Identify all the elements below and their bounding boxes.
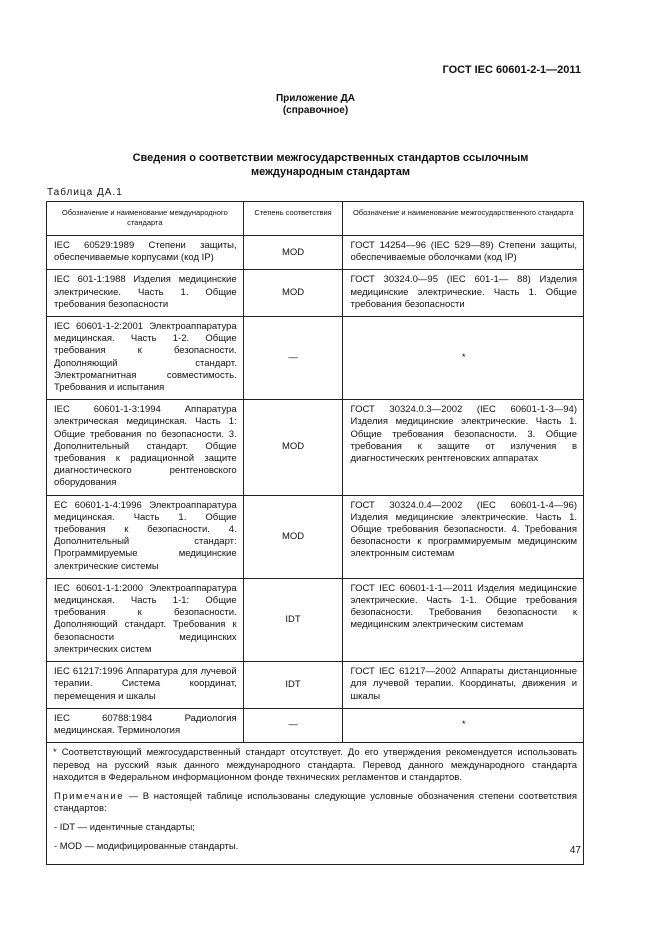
cell-degree: IDT <box>243 578 343 661</box>
cell-interstate: ГОСТ 30324.0.4—2002 (IEC 60601-1-4—96) Изделия медицинские электрические. Часть 1. Общие требования безопасности. 4. Требования безопасности к программируемым медицинским электронным системам <box>343 495 584 578</box>
page-title <box>30 151 631 179</box>
table-caption: Таблица ДА.1 <box>47 187 123 198</box>
cell-international: IEC 60788:1984 Радиология медицинская. Терминология <box>47 708 244 742</box>
page-title-line-2: международным стандартам <box>251 166 410 178</box>
cell-degree: MOD <box>243 236 343 270</box>
cell-degree: — <box>243 708 343 742</box>
cell-interstate: ГОСТ IEC 61217—2002 Аппараты дистанционные для лучевой терапии. Координаты, движения и шкалы <box>343 662 584 709</box>
page-number: 47 <box>569 845 581 856</box>
cell-degree: IDT <box>243 662 343 709</box>
table-footer <box>47 743 584 865</box>
cell-interstate: ГОСТ 30324.0—95 (IEC 601-1— 88) Изделия медицинские электрические. Часть 1. Общие требования безопасности <box>343 270 584 317</box>
document-number: ГОСТ IEC 60601-2-1—2011 <box>442 64 581 76</box>
cell-interstate: ГОСТ IEC 60601-1-1—2011 Изделия медицинские электрические. Часть 1-1. Общие требования безопасности. Требования безопасности к медицинским электрическим системам <box>343 578 584 661</box>
cell-interstate: ГОСТ 14254—96 (IEC 529—89) Степени защиты, обеспечиваемые оболочками (код IP) <box>343 236 584 270</box>
table-row <box>47 708 584 742</box>
table-row <box>47 400 584 495</box>
table-row <box>47 578 584 661</box>
cell-interstate: * <box>343 708 584 742</box>
footnote: * Соответствующий межгосударственный стандарт отсутствует. До его утверждения рекомендуется использовать перевод на русский язык данного международного стандарта. Перевод данного международного стандарта находится в Федеральном информационном фонде технических регламентов и стандартов. <box>53 747 577 784</box>
cell-degree: MOD <box>243 400 343 495</box>
table-row <box>47 270 584 317</box>
note-label: Примечание <box>54 790 124 802</box>
header-international-standard: Обозначение и наименование международного стандарта <box>47 202 244 236</box>
table-row <box>47 317 584 400</box>
cell-international: IEC 61217:1996 Аппаратура для лучевой терапии. Система координат, перемещения и шкалы <box>47 662 244 709</box>
cell-degree: MOD <box>243 270 343 317</box>
cell-international: ЕС 60601-1-4:1996 Электроаппаратура медицинская. Часть 1. Общие требования к безопасности. 4. Дополнительный стандарт: Программируемые медицинские электрические системы <box>47 495 244 578</box>
cell-degree: MOD <box>243 495 343 578</box>
table-row <box>47 662 584 709</box>
table-row <box>47 236 584 270</box>
annex-title: Приложение ДА <box>275 93 356 104</box>
annex-heading <box>0 93 631 117</box>
cell-international: IEC 60601-1-1:2000 Электроаппаратура медицинская. Часть 1-1: Общие требования к безопасности. Дополняющий стандарт. Требования к безопасности медицинских электрических систем <box>47 578 244 661</box>
cell-interstate: ГОСТ 30324.0.3—2002 (IEC 60601-1-3—94) Изделия медицинские электрические. Часть 1. Общие требования безопасности. 3. Общие требования к защите от излучения в диагностических рентгеновских аппаратах <box>343 400 584 495</box>
cell-degree: — <box>243 317 343 400</box>
table-row <box>47 495 584 578</box>
cell-international: IEC 601-1:1988 Изделия медицинские электрические. Часть 1. Общие требования безопасности <box>47 270 244 317</box>
header-interstate-standard: Обозначение и наименование межгосударственного стандарта <box>343 202 584 236</box>
standards-table <box>46 201 584 865</box>
page-title-line-1: Сведения о соответствии межгосударственных стандартов ссылочным <box>132 152 529 164</box>
cell-international: IEC 60529:1989 Степени защиты, обеспечиваемые корпусами (код IP) <box>47 236 244 270</box>
note <box>54 791 577 816</box>
cell-interstate: * <box>343 317 584 400</box>
legend-item-idt: - IDT — идентичные стандарты; <box>54 822 195 834</box>
table-footer-row <box>47 743 584 865</box>
annex-subtitle: (справочное) <box>282 105 349 116</box>
header-degree: Степень соответствия <box>243 202 343 236</box>
cell-international: IEC 60601-1-2:2001 Электроаппаратура медицинская. Часть 1-2. Общие требования к безопасности. Дополняющий стандарт. Электромагнитная совместимость. Требования и испытания <box>47 317 244 400</box>
cell-international: IEC 60601-1-3:1994 Аппаратура электрическая медицинская. Часть 1: Общие требования по безопасности. 3. Дополнительный стандарт. Общие требования к радиационной защите диагностического рентгеновского оборудования <box>47 400 244 495</box>
legend-item-mod: - MOD — модифицированные стандарты. <box>54 840 239 852</box>
table-header-row <box>47 202 584 236</box>
note-text: — В настоящей таблице использованы следующие условные обозначения степени соответствия стандартов: <box>54 790 577 815</box>
